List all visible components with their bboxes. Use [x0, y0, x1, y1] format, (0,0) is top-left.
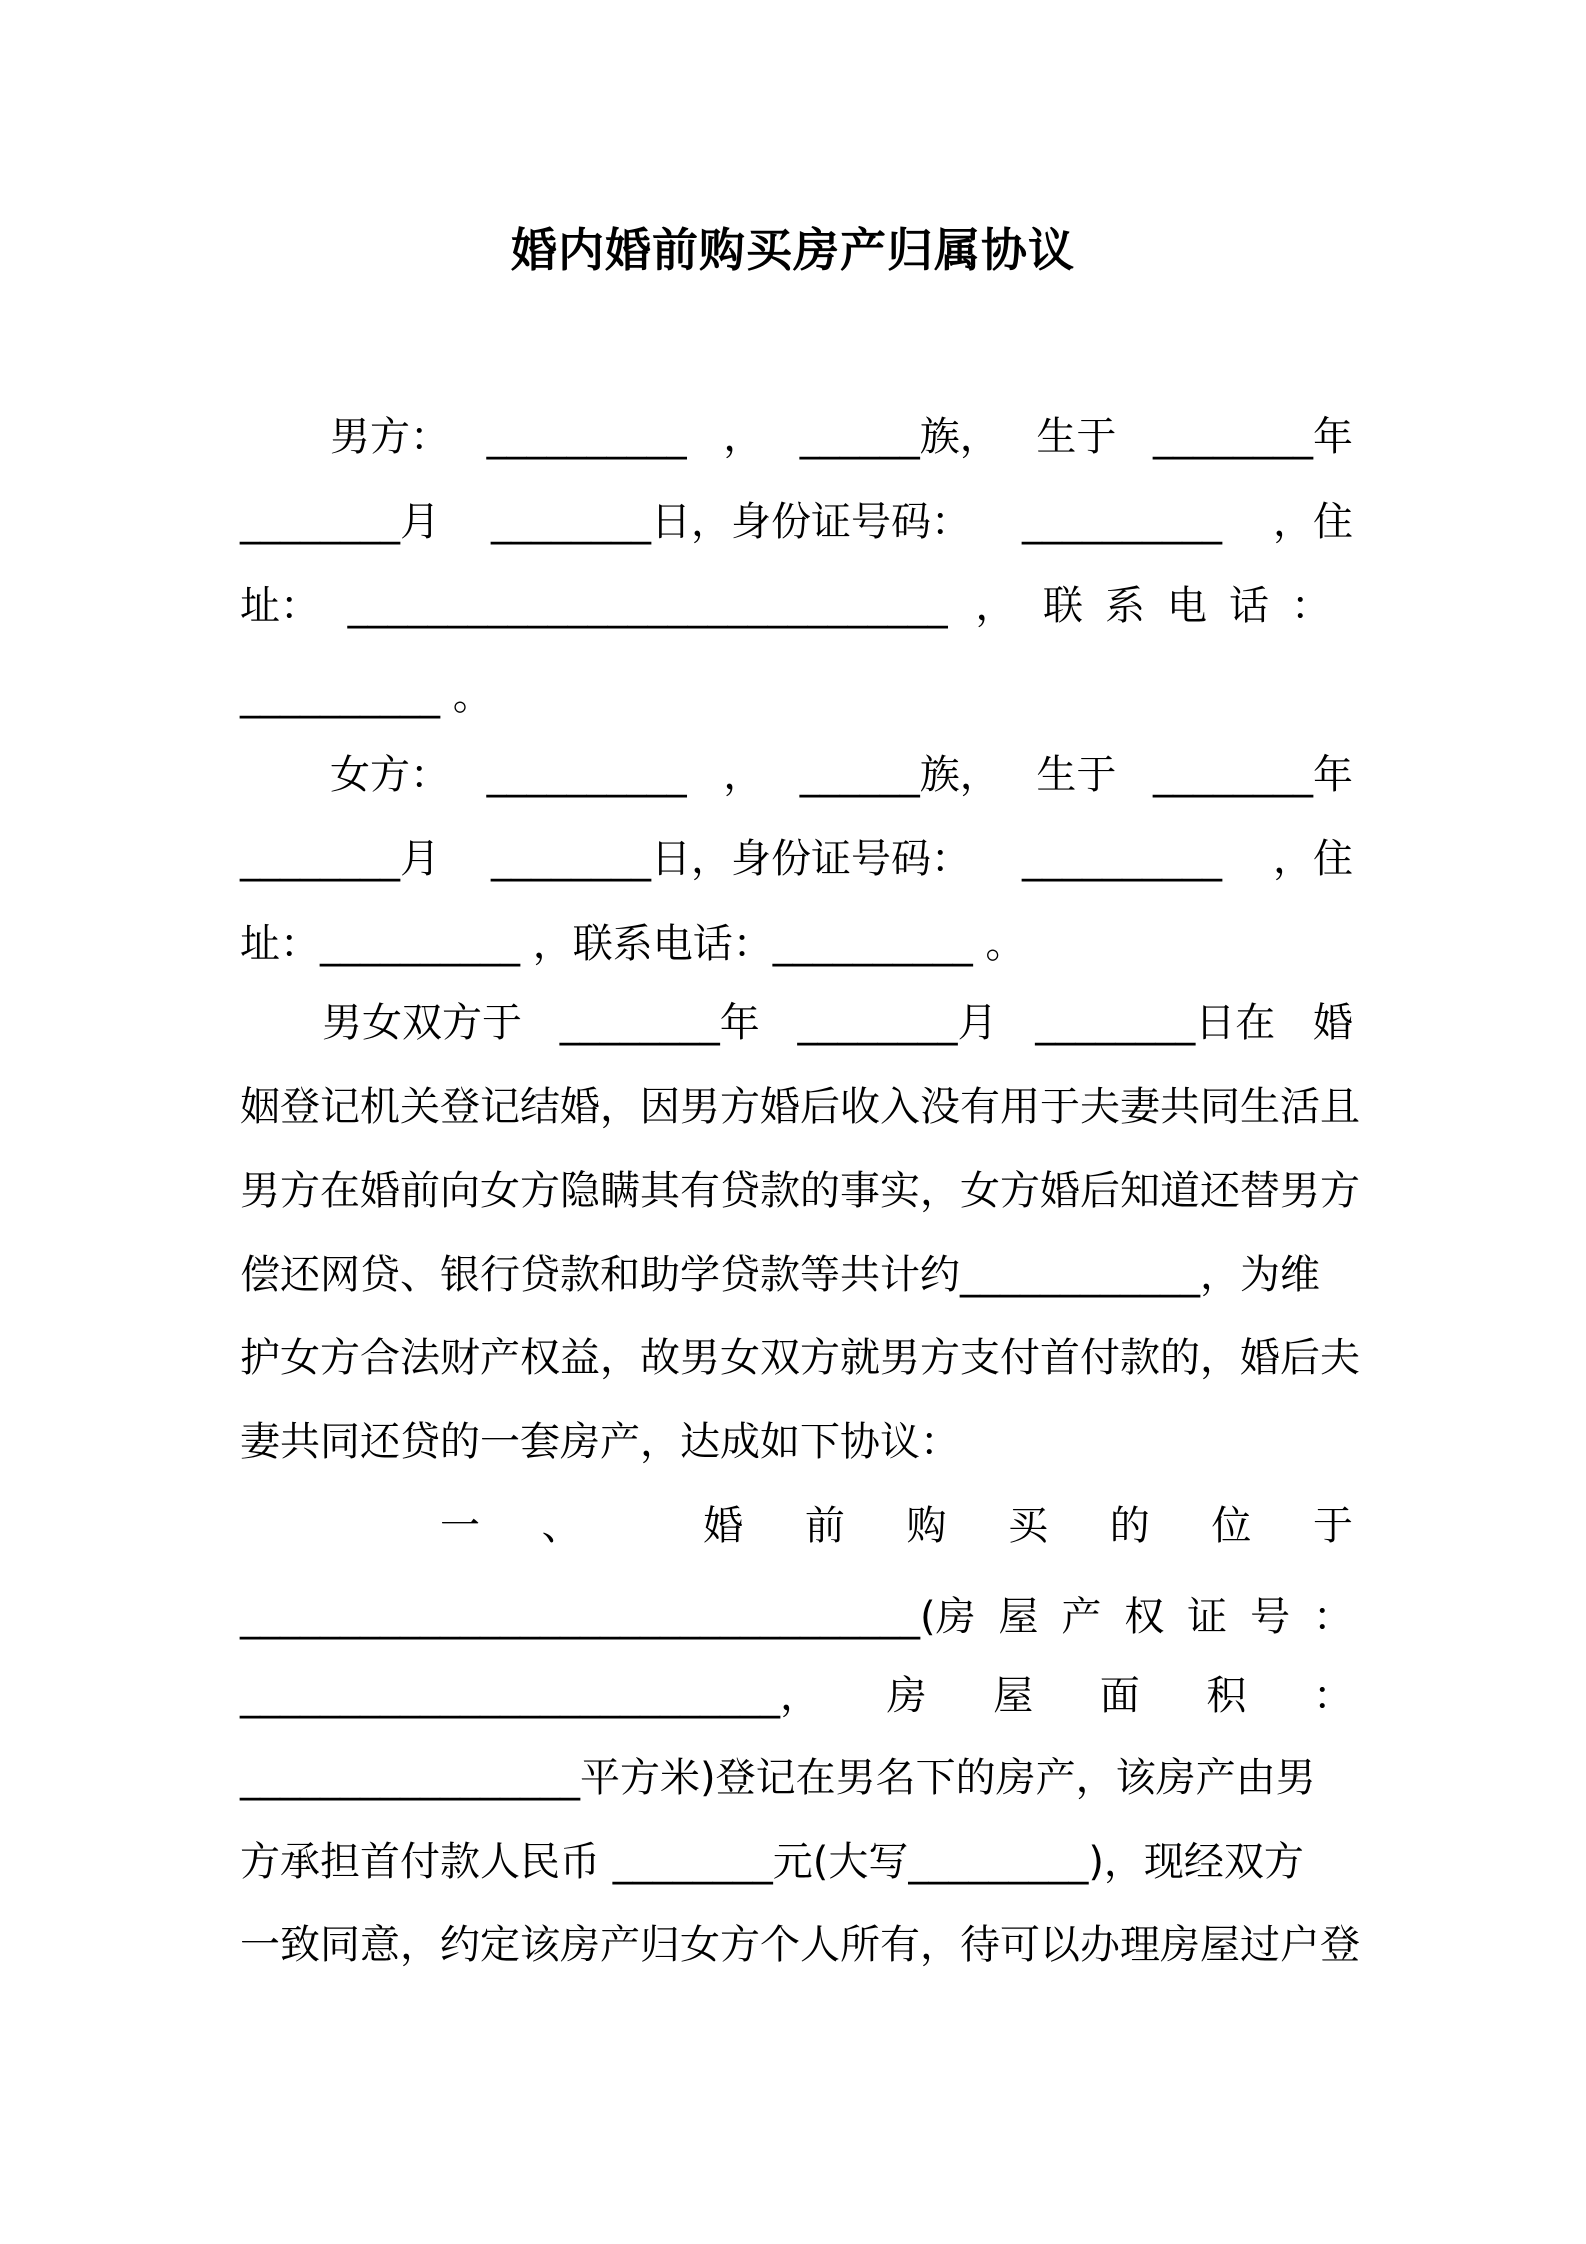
marriage-month-blank: ________月 — [797, 1000, 998, 1046]
marriage-year-blank: ________年 — [559, 1000, 760, 1046]
female-label: 女方： — [330, 752, 450, 798]
clause-1-line-6: 一致同意，约定该房产归女方个人所有，待可以办理房屋过户登 — [240, 1922, 1360, 1968]
preamble-line-3: 男方在婚前向女方隐瞒其有贷款的事实，女方婚后知道还替男方 — [240, 1168, 1360, 1214]
clause-1-line-2: __________________________________(房 屋 产 权 证 号 ： — [240, 1594, 1353, 1640]
clause-number: 一 — [440, 1503, 480, 1549]
male-party-line-4 — [240, 671, 1353, 721]
female-party-line-3: 址：__________ ，联系电话：__________ 。 — [240, 921, 1026, 967]
male-birth-year-blank: ________年 — [1152, 414, 1353, 460]
male-ethnicity-blank: ______族， — [799, 414, 1000, 460]
female-birth-year-blank: ________年 — [1152, 752, 1353, 798]
marriage-day-blank: ________日在 — [1035, 1000, 1276, 1046]
clause-1-line-5: 方承担首付款人民币 ________元(大写_________)，现经双方 — [240, 1839, 1304, 1885]
male-phone-blank: __________ 。 — [240, 673, 493, 719]
male-label: 男方： — [330, 414, 450, 460]
clause-1-line-4: _________________平方米)登记在男名下的房产，该房产由男 — [240, 1755, 1316, 1801]
female-name-blank: __________ — [486, 752, 687, 798]
preamble-line-5: 护女方合法财产权益，故男女双方就男方支付首付款的，婚后夫 — [240, 1335, 1360, 1381]
clause-1-line-1: 一 、 婚 前 购 买 的 位 于 — [440, 1503, 1353, 1549]
preamble-line-4: 偿还网贷、银行贷款和助学贷款等共计约____________，为维 — [240, 1252, 1320, 1298]
preamble-line-2: 姻登记机关登记结婚，因男方婚后收入没有用于夫妻共同生活且 — [240, 1084, 1360, 1130]
male-party-line-1: 男方： __________ ， ______族， 生于 ________年 — [330, 414, 1353, 460]
male-id-blank: __________ — [1022, 499, 1222, 545]
female-id-blank: __________ — [1022, 836, 1222, 882]
female-party-line-1: 女方： __________ ， ______族， 生于 ________年 — [330, 752, 1353, 798]
male-party-line-3: 址： ______________________________ ， 联系电话： — [240, 583, 1353, 629]
female-party-line-2: ________月 ________日，身份证号码： __________ ，住 — [240, 836, 1353, 882]
document-title: 婚内婚前购买房产归属协议 — [511, 223, 1075, 277]
clause-1-line-3: ___________________________， 房 屋 面 积 ： — [240, 1673, 1353, 1719]
male-address-blank: ______________________________ — [347, 583, 948, 629]
property-cert-blank: ___________________________， — [240, 1673, 820, 1719]
male-name-blank: __________ — [486, 414, 687, 460]
preamble-line-6: 妻共同还贷的一套房产，达成如下协议： — [240, 1419, 960, 1465]
female-ethnicity-blank: ______族， — [799, 752, 1000, 798]
property-location-blank: __________________________________(房 — [240, 1594, 976, 1640]
preamble-line-1: 男女双方于 ________年 ________月 ________日在 婚 — [322, 1000, 1353, 1046]
male-party-line-2: ________月 ________日，身份证号码： __________ ，住 — [240, 499, 1353, 545]
